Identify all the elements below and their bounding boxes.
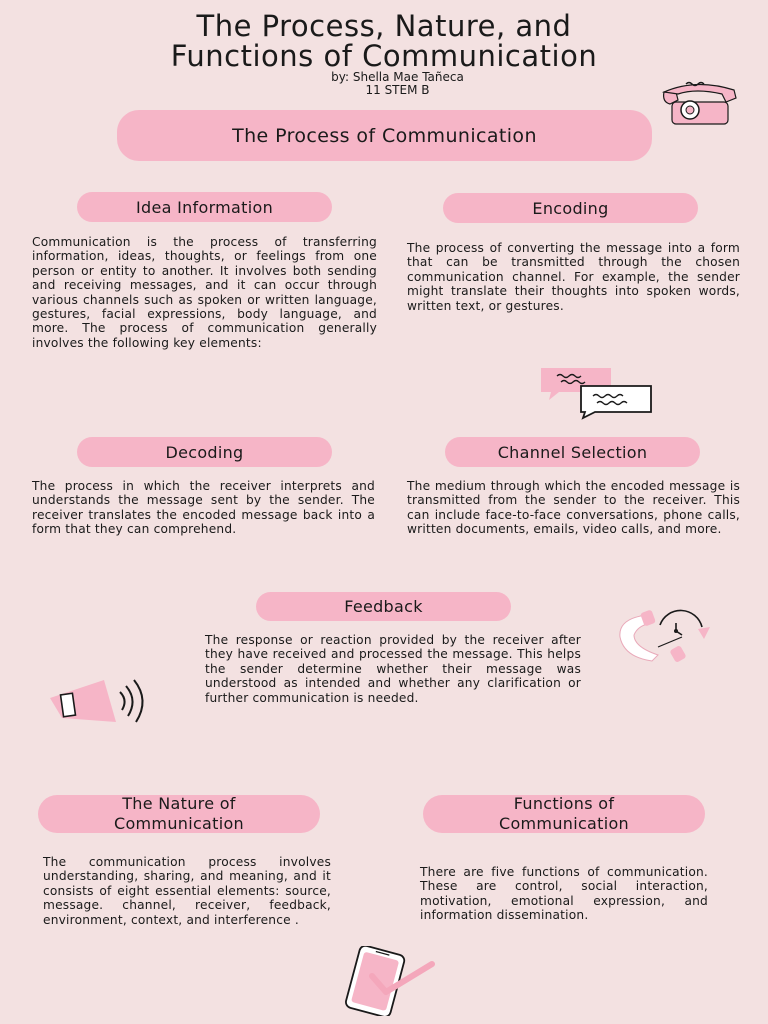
functions-label [423, 795, 705, 833]
nature-label-line1: The Nature of [122, 794, 236, 813]
decoding-label: Decoding [77, 437, 332, 467]
telephone-icon [656, 78, 742, 128]
smartphone-check-icon [330, 946, 440, 1016]
channel-selection-label: Channel Selection [445, 437, 700, 467]
nature-label-line2: Communication [113, 814, 244, 833]
idea-information-label: Idea Information [77, 192, 332, 222]
nature-text: The communication process involves understanding, sharing, and meaning, and it consists of eight essential elements: source, message. channel, receiver, feedback, environment, context, and interference . [43, 855, 331, 927]
encoding-text: The process of converting the message into a form that can be transmitted through the chosen communication channel. For example, the sender might translate their thoughts into spoken words, written text, or gestures. [407, 241, 740, 313]
page-title-line1: The Process, Nature, and [196, 9, 572, 43]
section-line: 11 STEM B [365, 83, 430, 97]
nature-label [38, 795, 320, 833]
megaphone-icon [44, 676, 152, 728]
process-heading: The Process of Communication [117, 110, 652, 161]
functions-text: There are five functions of communication. These are control, social interaction, motivation, emotional expression, and information dissemination. [420, 865, 708, 923]
page-title-line2: Functions of Communication [170, 39, 598, 73]
feedback-text: The response or reaction provided by the receiver after they have received and processed the message. This helps the sender determine whether their message was understood as intended and whether any clarification or further communication is needed. [205, 633, 581, 705]
author-line: by: Shella Mae Tañeca [331, 70, 464, 84]
functions-label-line1: Functions of [513, 794, 615, 813]
idea-information-text: Communication is the process of transferring information, ideas, thoughts, or feelings from one person or entity to another. It involves both sending and receiving messages, and it can occur through various channels such as spoken or written language, gestures, facial expressions, body language, and more. The process of communication generally involves the following key elements: [32, 235, 377, 350]
clock-phone-icon [612, 607, 716, 667]
chat-bubbles-icon [537, 364, 655, 420]
functions-label-line2: Communication [498, 814, 629, 833]
channel-selection-text: The medium through which the encoded message is transmitted from the sender to the receiver. This can include face-to-face conversations, phone calls, written documents, emails, video calls, and more. [407, 479, 740, 537]
feedback-label: Feedback [256, 592, 511, 621]
encoding-label: Encoding [443, 193, 698, 223]
decoding-text: The process in which the receiver interprets and understands the message sent by the sender. The receiver translates the encoded message back into a form that they can comprehend. [32, 479, 375, 537]
